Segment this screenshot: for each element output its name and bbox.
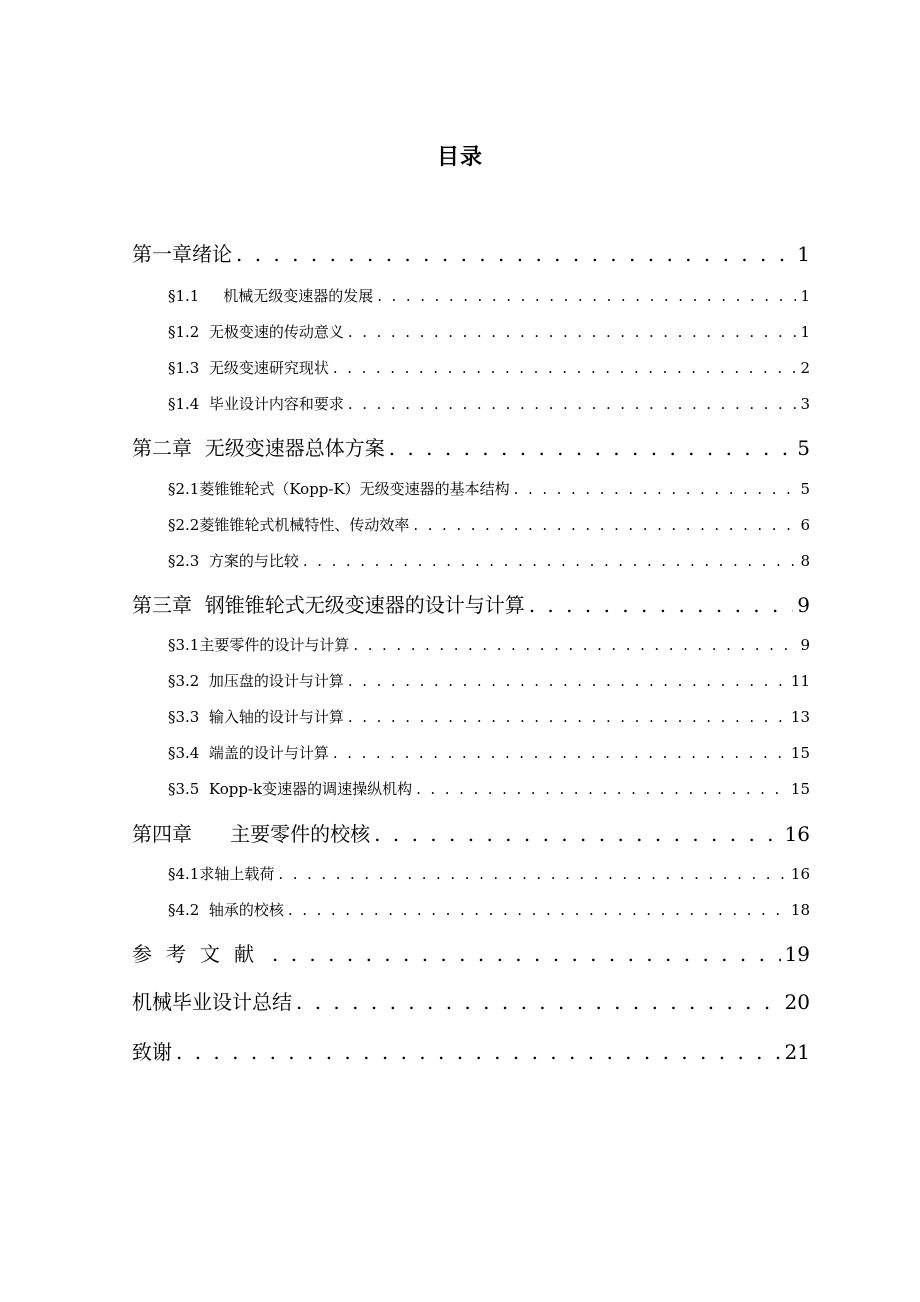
toc-entry-label: 机械毕业设计总结: [132, 990, 292, 1014]
toc-chapter-1[interactable]: [132, 238, 810, 267]
toc-entry-label: 第一章绪论: [132, 242, 232, 266]
toc-summary[interactable]: [132, 986, 810, 1015]
toc-entry-label: §1.2 无极变速的传动意义: [168, 323, 344, 341]
toc-chapter-3[interactable]: [132, 589, 810, 618]
toc-page-number: 16: [784, 822, 810, 846]
dot-leader: [529, 593, 794, 617]
toc-section-3-2[interactable]: [168, 670, 810, 691]
toc-section-1-3[interactable]: [168, 357, 810, 378]
toc-section-1-1[interactable]: [168, 285, 810, 306]
toc-section-1-4[interactable]: [168, 393, 810, 414]
dot-leader: [413, 516, 796, 534]
dot-leader: [374, 822, 780, 846]
dot-leader: [333, 744, 787, 762]
dot-leader: [348, 672, 787, 690]
toc-page-number: 8: [800, 552, 810, 570]
toc-entry-label: 第二章 无级变速器总体方案: [132, 436, 385, 460]
toc-section-4-1[interactable]: [168, 863, 810, 884]
dot-leader: [348, 395, 797, 413]
toc-page-number: 5: [800, 480, 810, 498]
toc-section-1-2[interactable]: [168, 321, 810, 342]
dot-leader: [416, 780, 787, 798]
toc-entry-label: §3.1主要零件的设计与计算: [168, 636, 350, 654]
toc-entry-label: §2.3 方案的与比较: [168, 552, 299, 570]
toc-chapter-2[interactable]: [132, 432, 810, 461]
dot-leader: [272, 942, 781, 966]
dot-leader: [288, 901, 787, 919]
toc-section-2-3[interactable]: [168, 550, 810, 571]
toc-page-number: 1: [800, 323, 810, 341]
dot-leader: [303, 552, 797, 570]
dot-leader: [236, 242, 793, 266]
toc-entry-label: 致谢: [132, 1040, 172, 1064]
dot-leader: [278, 865, 787, 883]
toc-page-number: 6: [800, 516, 810, 534]
toc-entry-label: §3.4 端盖的设计与计算: [168, 744, 329, 762]
toc-page-number: 20: [784, 990, 810, 1014]
toc-entry-label: 第四章 主要零件的校核: [132, 822, 371, 846]
toc-section-2-1[interactable]: [168, 478, 810, 499]
toc-section-3-4[interactable]: [168, 742, 810, 763]
toc-references[interactable]: [132, 938, 810, 967]
dot-leader: [348, 708, 787, 726]
toc-section-3-5[interactable]: [168, 778, 810, 799]
toc-page-number: 19: [784, 942, 810, 966]
toc-entry-label: §3.5 Kopp-k变速器的调速操纵机构: [168, 780, 413, 798]
toc-page-number: 13: [790, 708, 810, 726]
toc-entry-label: §4.1求轴上载荷: [168, 865, 275, 883]
toc-section-3-3[interactable]: [168, 706, 810, 727]
toc-entry-label: §4.2 轴承的校核: [168, 901, 284, 919]
dot-leader: [389, 436, 794, 460]
toc-chapter-4[interactable]: [132, 818, 810, 847]
toc-entry-label: §1.3 无级变速研究现状: [168, 359, 329, 377]
toc-page-number: 5: [797, 436, 810, 460]
dot-leader: [377, 287, 796, 305]
toc-entry-label: §3.3 输入轴的设计与计算: [168, 708, 344, 726]
toc-page-number: 9: [800, 636, 810, 654]
toc-page-number: 21: [784, 1040, 810, 1064]
toc-page-number: 18: [790, 901, 810, 919]
toc-page-number: 1: [800, 287, 810, 305]
toc-page-number: 15: [790, 744, 810, 762]
toc-page-number: 15: [790, 780, 810, 798]
toc-page-number: 3: [800, 395, 810, 413]
toc-page-number: 11: [790, 672, 810, 690]
toc-section-2-2[interactable]: [168, 514, 810, 535]
toc-entry-label: §1.1 机械无级变速器的发展: [168, 287, 374, 305]
toc-section-4-2[interactable]: [168, 899, 810, 920]
dot-leader: [348, 323, 797, 341]
toc-entry-label: §2.1菱锥锥轮式（Kopp-K）无级变速器的基本结构: [168, 480, 510, 498]
dot-leader: [333, 359, 797, 377]
dot-leader: [353, 636, 796, 654]
dot-leader: [514, 480, 797, 498]
toc-page-number: 2: [800, 359, 810, 377]
toc-entry-label: 第三章 钢锥锥轮式无级变速器的设计与计算: [132, 593, 525, 617]
toc-page-number: 9: [797, 593, 810, 617]
page-title: 目录: [436, 144, 483, 170]
toc-acknowledgements[interactable]: [132, 1036, 810, 1065]
toc-entry-label: 参考文献: [132, 942, 268, 966]
toc-entry-label: §1.4 毕业设计内容和要求: [168, 395, 344, 413]
toc-page-number: 16: [790, 865, 810, 883]
toc-entry-label: §2.2菱锥锥轮式机械特性、传动效率: [168, 516, 410, 534]
toc-page-number: 1: [797, 242, 810, 266]
dot-leader: [176, 1040, 781, 1064]
toc-entry-label: §3.2 加压盘的设计与计算: [168, 672, 344, 690]
dot-leader: [296, 990, 781, 1014]
toc-section-3-1[interactable]: [168, 634, 810, 655]
